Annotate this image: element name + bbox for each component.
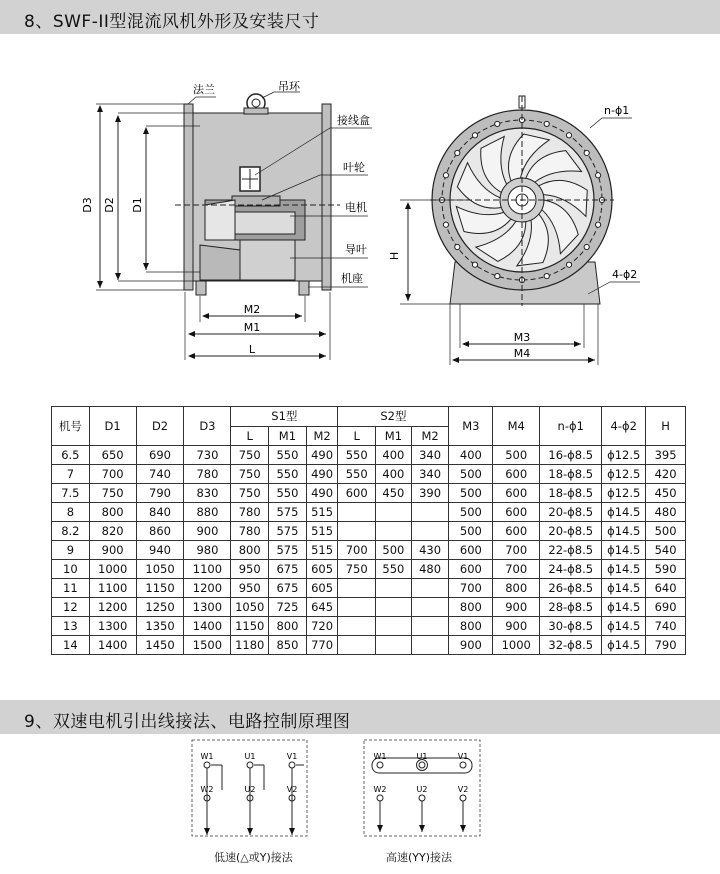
terminal-label: U2 <box>244 785 256 794</box>
table-cell: ϕ14.5 <box>602 560 646 579</box>
table-cell: ϕ12.5 <box>602 446 646 465</box>
table-cell <box>338 522 376 541</box>
d2-label: D2 <box>103 197 116 213</box>
table-cell: 770 <box>306 636 338 655</box>
lifting-ring-callout: 吊环 <box>278 80 300 93</box>
bolt-hole <box>595 222 600 227</box>
table-cell: ϕ14.5 <box>602 617 646 636</box>
table-cell: 700 <box>449 579 493 598</box>
fan-dimension-drawing <box>0 40 720 365</box>
table-cell: 740 <box>646 617 686 636</box>
header-model: 机号 <box>52 407 90 446</box>
table-cell: 500 <box>449 465 493 484</box>
table-cell: 800 <box>449 617 493 636</box>
table-cell: 395 <box>646 446 686 465</box>
table-cell: 1000 <box>493 636 540 655</box>
table-cell: 730 <box>184 446 231 465</box>
header-s2-m1: M1 <box>376 426 412 446</box>
table-cell: 650 <box>89 446 136 465</box>
bolt-hole <box>544 273 549 278</box>
table-cell: 1150 <box>136 579 184 598</box>
table-cell: 1450 <box>136 636 184 655</box>
table-cell: 1400 <box>89 636 136 655</box>
table-cell: 1100 <box>184 560 231 579</box>
motor-callout: 电机 <box>345 201 367 214</box>
table-cell: 11 <box>52 579 90 598</box>
table-cell: 18-ϕ8.5 <box>540 465 602 484</box>
table-cell: 950 <box>231 560 269 579</box>
header-4-phi2: 4-ϕ2 <box>602 407 646 446</box>
bolt-hole <box>544 121 549 126</box>
table-cell <box>411 636 449 655</box>
table-cell: 675 <box>269 579 307 598</box>
table-cell: 750 <box>231 484 269 503</box>
table-cell: ϕ12.5 <box>602 465 646 484</box>
m3-label: M3 <box>513 331 531 344</box>
high-speed-caption: 高速(YY)接法 <box>386 851 453 864</box>
table-row <box>52 579 686 598</box>
table-cell <box>411 579 449 598</box>
table-cell: 600 <box>493 465 540 484</box>
bolt-hole <box>495 121 500 126</box>
table-cell: 450 <box>376 484 412 503</box>
table-row <box>52 522 686 541</box>
terminal <box>460 762 466 768</box>
table-cell: 1300 <box>89 617 136 636</box>
table-cell <box>338 617 376 636</box>
table-cell: 1350 <box>136 617 184 636</box>
header-s1: S1型 <box>231 407 338 427</box>
table-cell: 840 <box>136 503 184 522</box>
table-cell: 480 <box>646 503 686 522</box>
bolt-hole <box>595 173 600 178</box>
table-cell: 550 <box>376 560 412 579</box>
table-cell: 950 <box>231 579 269 598</box>
bolt-hole <box>443 222 448 227</box>
table-cell: 540 <box>646 541 686 560</box>
table-cell: 700 <box>89 465 136 484</box>
header-s2-m2: M2 <box>411 426 449 446</box>
section-9-title: 9、双速电机引出线接法、电路控制原理图 <box>24 712 351 732</box>
table-cell: 500 <box>449 522 493 541</box>
table-cell: 575 <box>269 541 307 560</box>
bolt-hole <box>472 133 477 138</box>
table-cell: 1180 <box>231 636 269 655</box>
guide-vane-callout: 导叶 <box>345 243 367 256</box>
table-cell: ϕ14.5 <box>602 503 646 522</box>
terminal-label: U1 <box>416 752 428 761</box>
l-label: L <box>248 343 256 356</box>
table-cell: 480 <box>411 560 449 579</box>
table-cell <box>411 503 449 522</box>
table-cell: 1200 <box>89 598 136 617</box>
header-s1-l: L <box>231 426 269 446</box>
table-cell: 750 <box>231 465 269 484</box>
n-phi1-label: n-ϕ1 <box>604 104 630 117</box>
table-cell: ϕ14.5 <box>602 522 646 541</box>
table-cell: 500 <box>376 541 412 560</box>
table-cell: 490 <box>306 446 338 465</box>
table-cell: 780 <box>184 465 231 484</box>
table-cell: 600 <box>493 484 540 503</box>
table-cell: 28-ϕ8.5 <box>540 598 602 617</box>
table-cell: 980 <box>184 541 231 560</box>
table-cell: 1000 <box>89 560 136 579</box>
table-cell: 900 <box>184 522 231 541</box>
table-cell: 24-ϕ8.5 <box>540 560 602 579</box>
table-cell: 340 <box>411 446 449 465</box>
table-cell: 515 <box>306 503 338 522</box>
table-cell: 26-ϕ8.5 <box>540 579 602 598</box>
table-cell: 8 <box>52 503 90 522</box>
table-cell: 600 <box>493 522 540 541</box>
table-cell: 690 <box>646 598 686 617</box>
terminal <box>204 762 210 768</box>
dimension-table <box>51 406 686 655</box>
table-cell: 1100 <box>89 579 136 598</box>
terminal-label: V1 <box>457 752 469 761</box>
table-cell: 590 <box>646 560 686 579</box>
table-cell <box>338 598 376 617</box>
table-cell <box>376 636 412 655</box>
bolt-hole <box>584 244 589 249</box>
low-speed-caption: 低速(△或Y)接法 <box>214 851 293 864</box>
table-cell: 1050 <box>231 598 269 617</box>
four-phi2-label: 4-ϕ2 <box>612 268 638 281</box>
table-cell: 880 <box>184 503 231 522</box>
bolt-hole <box>495 273 500 278</box>
header-s2: S2型 <box>338 407 449 427</box>
table-cell: 490 <box>306 465 338 484</box>
table-cell: 780 <box>231 522 269 541</box>
front-view <box>388 96 640 365</box>
table-cell <box>376 598 412 617</box>
header-n-phi1: n-ϕ1 <box>540 407 602 446</box>
terminal <box>377 762 383 768</box>
flange-callout: 法兰 <box>193 83 215 96</box>
table-cell: 900 <box>449 636 493 655</box>
table-cell: 690 <box>136 446 184 465</box>
base-foot-right <box>299 281 309 295</box>
table-cell: ϕ14.5 <box>602 598 646 617</box>
table-cell: 14 <box>52 636 90 655</box>
table-cell: 675 <box>269 560 307 579</box>
terminal-label: U1 <box>244 752 256 761</box>
table-cell: 7 <box>52 465 90 484</box>
table-cell: 1050 <box>136 560 184 579</box>
table-cell: 600 <box>493 503 540 522</box>
low-speed-diagram <box>192 740 307 836</box>
table-cell: 830 <box>184 484 231 503</box>
table-cell: 600 <box>449 541 493 560</box>
table-cell: ϕ14.5 <box>602 541 646 560</box>
header-d1: D1 <box>89 407 136 446</box>
table-cell <box>376 617 412 636</box>
table-cell: ϕ14.5 <box>602 636 646 655</box>
bolt-hole <box>443 173 448 178</box>
table-cell: 550 <box>269 484 307 503</box>
table-cell: 725 <box>269 598 307 617</box>
d1-label: D1 <box>131 197 144 213</box>
table-cell <box>338 503 376 522</box>
table-cell: 800 <box>269 617 307 636</box>
table-row <box>52 484 686 503</box>
table-cell: 32-ϕ8.5 <box>540 636 602 655</box>
table-cell: 500 <box>449 484 493 503</box>
terminal <box>289 762 295 768</box>
bolt-hole <box>566 262 571 267</box>
terminal-label: W1 <box>200 752 214 761</box>
table-cell: 1150 <box>231 617 269 636</box>
table-cell <box>376 522 412 541</box>
section-8-header <box>0 0 720 34</box>
table-cell: 720 <box>306 617 338 636</box>
terminal-label: V2 <box>286 785 298 794</box>
table-cell: 800 <box>89 503 136 522</box>
table-cell: 400 <box>449 446 493 465</box>
table-cell: 515 <box>306 541 338 560</box>
table-cell: ϕ14.5 <box>602 579 646 598</box>
table-cell: 640 <box>646 579 686 598</box>
table-cell: 600 <box>338 484 376 503</box>
table-cell: 700 <box>338 541 376 560</box>
table-row <box>52 465 686 484</box>
high-speed-diagram <box>364 740 480 836</box>
table-cell: 600 <box>449 560 493 579</box>
table-cell: 820 <box>89 522 136 541</box>
table-cell: 340 <box>411 465 449 484</box>
d3-label: D3 <box>81 197 94 213</box>
table-cell: 22-ϕ8.5 <box>540 541 602 560</box>
table-cell: 7.5 <box>52 484 90 503</box>
header-s1-m2: M2 <box>306 426 338 446</box>
table-cell: 700 <box>493 541 540 560</box>
table-cell: 750 <box>231 446 269 465</box>
table-cell: 420 <box>646 465 686 484</box>
table-cell: 860 <box>136 522 184 541</box>
table-cell: 500 <box>493 446 540 465</box>
table-cell: 13 <box>52 617 90 636</box>
terminal-label: U2 <box>416 785 428 794</box>
section-8-title: 8、SWF-II型混流风机外形及安装尺寸 <box>24 12 320 32</box>
table-cell: 450 <box>646 484 686 503</box>
table-row <box>52 617 686 636</box>
table-cell <box>338 579 376 598</box>
table-cell: 575 <box>269 522 307 541</box>
table-cell: ϕ12.5 <box>602 484 646 503</box>
bolt-hole <box>455 150 460 155</box>
table-cell: 645 <box>306 598 338 617</box>
table-cell <box>376 579 412 598</box>
terminal-label: W1 <box>373 752 387 761</box>
section-9-header <box>0 700 720 734</box>
header-h: H <box>646 407 686 446</box>
terminal <box>419 795 425 801</box>
table-cell: 790 <box>646 636 686 655</box>
junction-box-callout: 接线盒 <box>337 114 370 127</box>
table-row <box>52 446 686 465</box>
table-cell: 1500 <box>184 636 231 655</box>
table-cell: 900 <box>493 598 540 617</box>
table-cell: 20-ϕ8.5 <box>540 522 602 541</box>
terminal-label: V1 <box>286 752 298 761</box>
bolt-hole <box>584 150 589 155</box>
table-cell: 575 <box>269 503 307 522</box>
header-d2: D2 <box>136 407 184 446</box>
bolt-hole <box>472 262 477 267</box>
table-cell <box>411 598 449 617</box>
table-cell: 390 <box>411 484 449 503</box>
table-cell: 900 <box>89 541 136 560</box>
table-cell: 430 <box>411 541 449 560</box>
table-cell: 850 <box>269 636 307 655</box>
table-cell: 605 <box>306 560 338 579</box>
table-cell: 900 <box>493 617 540 636</box>
m4-label: M4 <box>513 347 531 360</box>
table-cell: 8.2 <box>52 522 90 541</box>
side-view <box>81 80 372 360</box>
terminal <box>460 795 466 801</box>
header-m4: M4 <box>493 407 540 446</box>
table-cell: 1300 <box>184 598 231 617</box>
table-cell: 1400 <box>184 617 231 636</box>
bolt-hole <box>566 133 571 138</box>
header-s2-l: L <box>338 426 376 446</box>
guide-vane <box>240 240 295 280</box>
table-cell: 18-ϕ8.5 <box>540 484 602 503</box>
table-cell: 30-ϕ8.5 <box>540 617 602 636</box>
impeller-callout: 叶轮 <box>343 161 365 174</box>
terminal <box>377 795 383 801</box>
table-cell <box>376 503 412 522</box>
table-cell: 740 <box>136 465 184 484</box>
table-cell: 400 <box>376 446 412 465</box>
base-callout: 机座 <box>341 272 363 285</box>
table-cell: 800 <box>493 579 540 598</box>
table-cell: 800 <box>449 598 493 617</box>
table-cell: 9 <box>52 541 90 560</box>
bolt-hole <box>455 244 460 249</box>
terminal-label: V2 <box>457 785 469 794</box>
table-cell: 550 <box>338 465 376 484</box>
table-cell: 500 <box>646 522 686 541</box>
table-cell <box>338 636 376 655</box>
base-foot-left <box>196 281 206 295</box>
table-cell: 515 <box>306 522 338 541</box>
table-cell: 790 <box>136 484 184 503</box>
table-cell: 800 <box>231 541 269 560</box>
table-cell <box>411 522 449 541</box>
table-cell: 10 <box>52 560 90 579</box>
table-cell <box>411 617 449 636</box>
table-row <box>52 560 686 579</box>
h-label: H <box>388 251 401 261</box>
header-d3: D3 <box>184 407 231 446</box>
table-cell: 750 <box>338 560 376 579</box>
table-cell: 16-ϕ8.5 <box>540 446 602 465</box>
table-cell: 400 <box>376 465 412 484</box>
table-cell: 780 <box>231 503 269 522</box>
terminal-label: W2 <box>200 785 214 794</box>
table-cell: 550 <box>338 446 376 465</box>
table-cell: 1250 <box>136 598 184 617</box>
table-cell: 490 <box>306 484 338 503</box>
table-cell: 550 <box>269 446 307 465</box>
table-cell: 605 <box>306 579 338 598</box>
terminal-label: W2 <box>373 785 387 794</box>
table-cell: 12 <box>52 598 90 617</box>
table-row <box>52 503 686 522</box>
table-cell: 750 <box>89 484 136 503</box>
wiring-diagrams <box>0 736 720 846</box>
table-cell: 500 <box>449 503 493 522</box>
header-m3: M3 <box>449 407 493 446</box>
terminal <box>419 762 425 768</box>
m2-label: M2 <box>243 303 261 316</box>
terminal <box>247 762 253 768</box>
header-s1-m1: M1 <box>269 426 307 446</box>
m1-label: M1 <box>243 321 261 334</box>
table-cell: 1200 <box>184 579 231 598</box>
table-row <box>52 636 686 655</box>
table-cell: 940 <box>136 541 184 560</box>
table-cell: 700 <box>493 560 540 579</box>
left-flange <box>184 104 193 290</box>
table-cell: 20-ϕ8.5 <box>540 503 602 522</box>
table-row <box>52 598 686 617</box>
table-cell: 550 <box>269 465 307 484</box>
table-cell: 6.5 <box>52 446 90 465</box>
table-row <box>52 541 686 560</box>
